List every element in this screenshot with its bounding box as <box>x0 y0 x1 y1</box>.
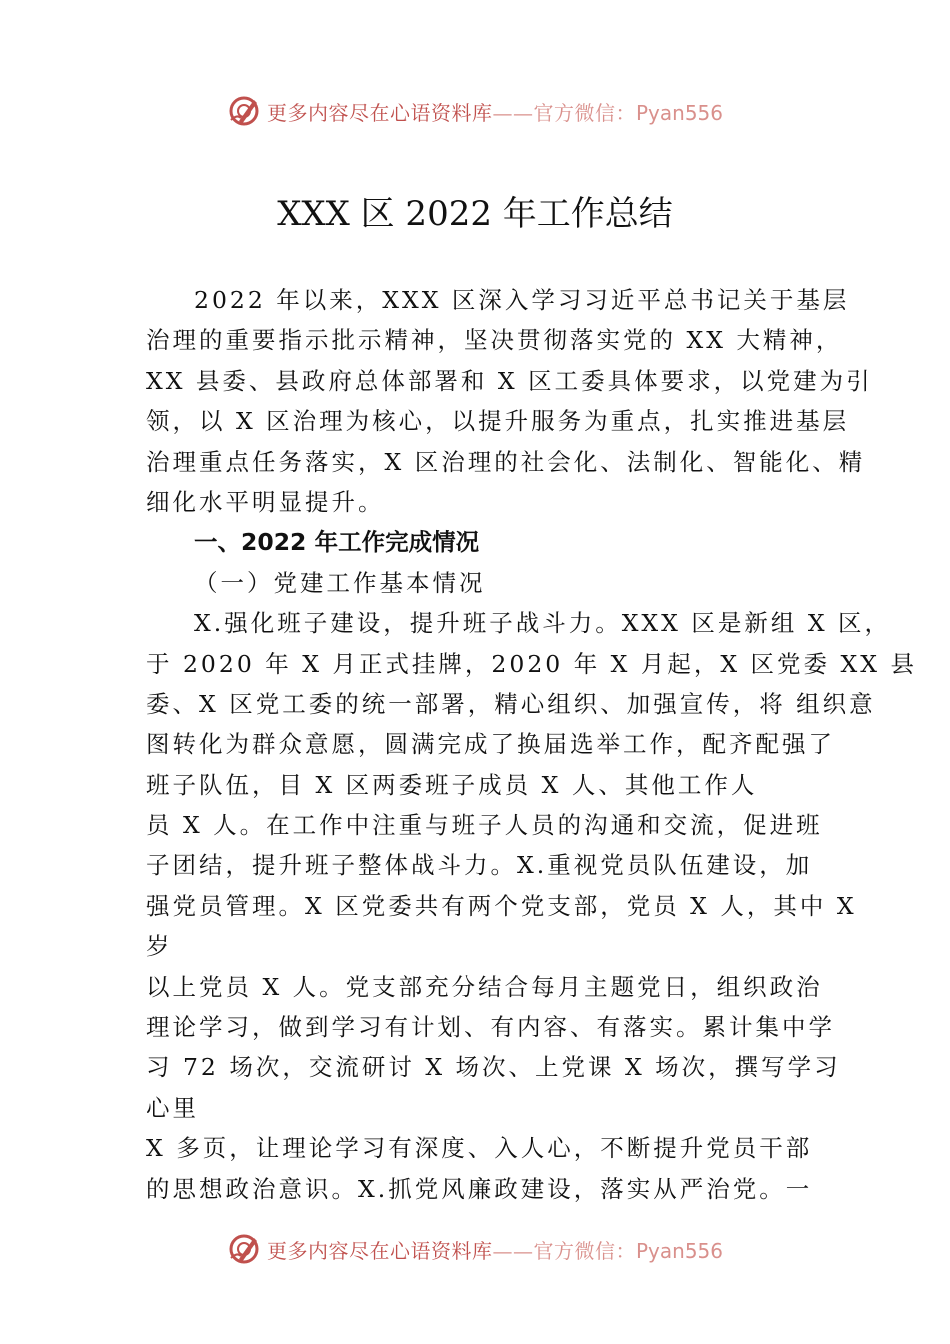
body-line: 治理重点任务落实，X 区治理的社会化、法制化、智能化、精 <box>146 447 866 476</box>
document-title: XXX 区 2022 年工作总结 <box>277 194 673 234</box>
watermark-text: 更多内容尽在心语资料库——官方微信：Pyan556 <box>266 100 723 125</box>
body-line: 于 2020 年 X 月正式挂牌，2020 年 X 月起，X 区党委 XX 县 <box>146 649 917 678</box>
pen-logo-icon <box>227 94 261 128</box>
body-line: 图转化为群众意愿，圆满完成了换届选举工作，配齐配强了 <box>146 730 835 759</box>
section-heading: 一、2022 年工作完成情况 <box>194 528 480 557</box>
body-line: 强党员管理。X 区党委共有两个党支部，党员 X 人，其中 X <box>146 891 857 920</box>
body-line: X.强化班子建设，提升班子战斗力。XXX 区是新组 X 区， <box>194 609 892 638</box>
body-line: 细化水平明显提升。 <box>146 487 385 516</box>
body-line: 委、X 区党工委的统一部署，精心组织、加强宣传，将 组织意 <box>146 689 876 718</box>
body-line: 治理的重要指示批示精神，坚决贯彻落实党的 XX 大精神， <box>146 326 843 355</box>
body-line: 领，以 X 区治理为核心，以提升服务为重点，扎实推进基层 <box>146 407 850 436</box>
header-watermark <box>0 94 950 128</box>
subsection-heading: （一）党建工作基本情况 <box>194 568 486 597</box>
footer-watermark <box>0 1232 950 1266</box>
body-line: 子团结，提升班子整体战斗力。X.重视党员队伍建设，加 <box>146 851 813 880</box>
body-line: XX 县委、县政府总体部署和 X 区工委具体要求，以党建为引 <box>146 366 873 395</box>
body-line: 以上党员 X 人。党支部充分结合每月主题党日，组织政治 <box>146 972 823 1001</box>
body-line: 理论学习，做到学习有计划、有内容、有落实。累计集中学 <box>146 1013 835 1042</box>
body-line: 岁 <box>146 932 173 961</box>
body-line: 心里 <box>146 1093 199 1122</box>
body-line: 的思想政治意识。X.抓党风廉政建设，落实从严治党。一 <box>146 1174 813 1203</box>
body-line: 班子队伍，目 X 区两委班子成员 X 人、其他工作人 <box>146 770 758 799</box>
body-line: 习 72 场次，交流研讨 X 场次、上党课 X 场次，撰写学习 <box>146 1053 841 1082</box>
body-line: 员 X 人。在工作中注重与班子人员的沟通和交流，促进班 <box>146 811 823 840</box>
watermark-text: 更多内容尽在心语资料库——官方微信：Pyan556 <box>266 1238 723 1263</box>
pen-logo-icon <box>227 1232 261 1266</box>
document-body <box>146 280 917 1209</box>
body-line: 2022 年以来，XXX 区深入学习习近平总书记关于基层 <box>194 286 850 314</box>
body-line: X 多页，让理论学习有深度、入人心，不断提升党员干部 <box>146 1134 813 1163</box>
